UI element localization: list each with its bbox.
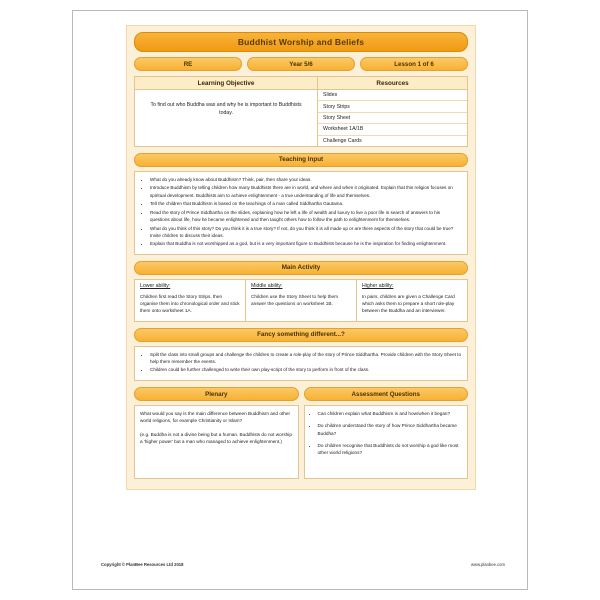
list-item: • Can children explain what Buddhism is and how/when it began? [318, 410, 463, 417]
objective-resources-table [134, 76, 468, 147]
fancy-something-list [141, 351, 461, 374]
list-item: • Read the story of Prince Siddhartha on the slides, explaining how he left a life of wealth and luxury to live a poor life in search of answers to his questions about life, how he became enlightened and then taught others how to follow the path to enlightenment for themselves. [150, 209, 461, 223]
teaching-input-heading: Teaching Input [134, 153, 468, 167]
assessment-list [310, 410, 463, 456]
list-item: • Do children recognise that Buddhists do not worship a god like most other world religions? [318, 442, 463, 457]
plenary-column [134, 387, 299, 479]
list-item: • Do children understand the story of how Prince Siddhartha became Buddha? [318, 422, 463, 437]
page-footer [101, 562, 505, 567]
fancy-something-heading: Fancy something different...? [134, 328, 468, 342]
lower-ability-label: Lower ability: [140, 282, 171, 289]
year-badge: Year 5/6 [247, 57, 355, 71]
teaching-input-list [141, 176, 461, 247]
page-frame [72, 10, 528, 590]
higher-ability-text: In pairs, children are given a Challenge Card which asks them to prepare a short role-play between the Buddha and an interviewer. [362, 293, 455, 314]
teaching-input-box [134, 171, 468, 255]
copyright-text: Copyright © PlanBee Resources Ltd 2018 [101, 562, 184, 567]
list-item: Challenge Cards [323, 137, 362, 144]
website-link[interactable]: www.planbee.com [471, 562, 505, 567]
assessment-body [304, 405, 469, 479]
plenary-assessment-row [134, 387, 468, 479]
plenary-paragraph: What would you say is the main difference between Buddhism and other world religions, for example Christianity or Islam? [140, 411, 290, 424]
resources-column [318, 77, 467, 146]
learning-objective-column [135, 77, 318, 146]
learning-objective-text: To find out who Buddha was and why he is important to Buddhists today. [150, 102, 302, 116]
list-item: • Children could be further challenged to write their own play-script of the story to perform in front of the class. [150, 366, 461, 373]
assessment-heading: Assessment Questions [304, 387, 469, 401]
resources-list [318, 90, 467, 146]
lesson-badge: Lesson 1 of 6 [360, 57, 468, 71]
lower-ability-text: Children first read the Story Strips, then organise them into chronological order and stick them onto worksheet 1A. [140, 293, 240, 314]
meta-row [134, 57, 468, 71]
list-item: Worksheet 1A/1B [318, 124, 467, 135]
middle-ability-label: Middle ability: [251, 282, 283, 289]
lower-ability-column [135, 280, 246, 321]
list-item: • What do you think of this story? Do you think it is a true story? If not, do you think it is all made up or are there aspects of the story that could be true? Invite children to discuss their ideas. [150, 225, 461, 239]
subject-badge: RE [134, 57, 242, 71]
list-item: Slides [318, 90, 467, 101]
lesson-plan-sheet [126, 25, 476, 490]
plenary-heading: Plenary [134, 387, 299, 401]
main-activity-heading: Main Activity [134, 261, 468, 275]
resources-heading: Resources [318, 77, 467, 90]
list-item: Story Sheet [318, 113, 467, 124]
list-item: • Tell the children that Buddhism is based on the teachings of a man called Siddhartha Gautama. [150, 200, 461, 207]
learning-objective-heading: Learning Objective [135, 77, 317, 90]
page-title: Buddhist Worship and Beliefs [134, 32, 468, 52]
middle-ability-column [246, 280, 357, 321]
middle-ability-text: Children use the Story Sheet to help them answer the questions on worksheet 1B. [251, 293, 339, 307]
list-item: • Explain that Buddha is not worshipped as a god, but is a very important figure to Buddhists because he is the inspiration for finding enlightenment. [150, 240, 461, 247]
fancy-something-box [134, 346, 468, 381]
list-item: • Split the class into small groups and challenge the children to create a role-play of the story of Prince Siddhartha. Provide children with the Story Sheet to help them remember the events. [150, 351, 461, 365]
plenary-body [134, 405, 299, 479]
list-item: • Introduce Buddhism by telling children how many Buddhists there are in world, and where and when it originated. Explain that this religion focuses on spiritual development. Buddhists aim to achieve enlightenment - a true understanding of life and themselves. [150, 184, 461, 198]
list-item: Story Strips [318, 101, 467, 112]
plenary-paragraph: (e.g. Buddha is not a divine being but a human. Buddhists do not worship a 'higher power' but a man who managed to achieve enlightenment.) [140, 431, 292, 444]
list-item: • What do you already know about Buddhism? Think, pair, then share your ideas. [150, 176, 461, 183]
higher-ability-column [357, 280, 467, 321]
assessment-column [304, 387, 469, 479]
higher-ability-label: Higher ability: [362, 282, 394, 289]
main-activity-columns [134, 279, 468, 322]
